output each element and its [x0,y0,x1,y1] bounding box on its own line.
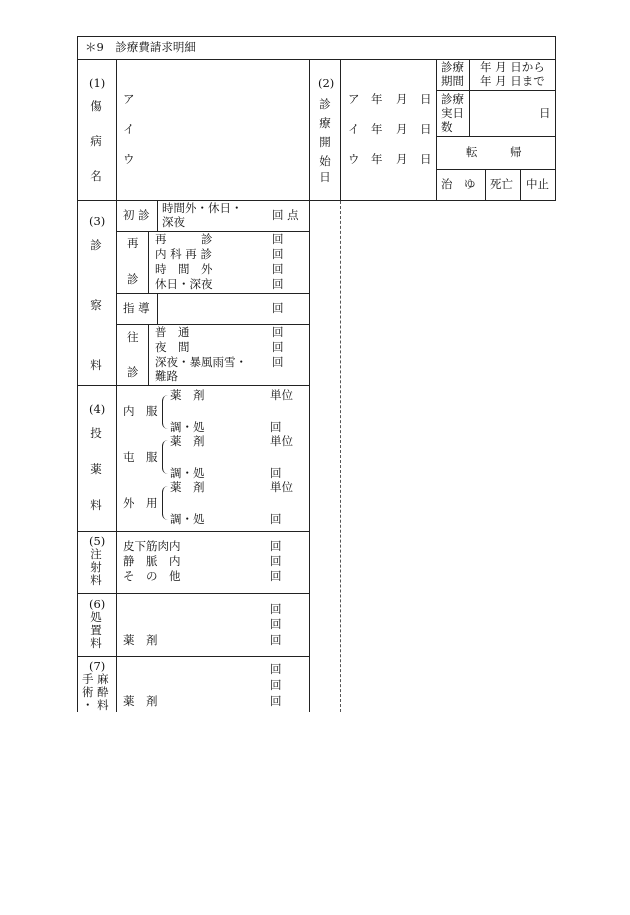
guidance-label: 指 導 [123,301,150,315]
drug-line: 薬 剤 [170,434,205,448]
home-visit-unit: 回 [272,325,284,339]
start-label-char: 診 [319,97,331,111]
guidance-unit: 回 [272,301,284,315]
surgery-unit: 回 [270,662,282,676]
outcome-label: 帰 [510,145,522,159]
first-visit-unit: 回 点 [272,208,299,222]
period-label: 期間 [441,74,464,88]
outcome-stop[interactable]: 中止 [526,177,549,191]
first-visit-detail: 深夜 [162,215,185,229]
inject-unit: 回 [270,539,282,553]
disease-item-u[interactable]: ウ [123,152,135,166]
home-visit-unit: 回 [272,355,284,369]
disease-label-char: 名 [90,169,102,183]
surgery-label: 術 酔 [82,685,109,699]
disease-label-char: 病 [90,134,102,148]
disease-label-no: (1) [89,76,106,90]
treat-label-char: 置 [90,623,102,637]
revisit-unit: 回 [272,277,284,291]
treat-label-no: (6) [89,597,106,611]
brace-icon [162,395,169,429]
drug-unit: 回 [270,420,282,434]
inject-label-char: 料 [90,573,102,587]
surgery-label: ・ 料 [82,698,109,712]
revisit-unit: 回 [272,262,284,276]
treat-unit: 回 [270,602,282,616]
days-label: 数 [441,120,453,134]
treat-label-char: 料 [90,636,102,650]
home-visit-unit: 回 [272,340,284,354]
days-label: 診療 [441,92,464,106]
first-visit-detail: 時間外・休日・ [162,201,243,215]
drug-line: 調・処 [170,420,205,434]
start-label-char: 日 [319,170,331,184]
revisit-unit: 回 [272,232,284,246]
outcome-cured[interactable]: 治 ゆ [441,177,476,191]
drug-unit: 単位 [270,388,293,402]
revisit-label: 診 [127,272,139,286]
revisit-item: 再 診 [155,232,213,246]
revisit-label: 再 [127,236,139,250]
days-label: 実日 [441,106,464,120]
first-visit-label: 初 診 [123,208,150,222]
surgery-label-no: (7) [89,659,106,673]
home-visit-item: 夜 間 [155,340,190,354]
inject-unit: 回 [270,554,282,568]
exam-label-char: 診 [90,238,102,252]
home-visit-item: 難路 [155,369,178,383]
treat-label-char: 処 [90,610,102,624]
start-label-char: 療 [319,116,331,130]
form-title: ＊9 診療費請求明細 [85,40,196,54]
inject-unit: 回 [270,569,282,583]
drug-unit: 回 [270,512,282,526]
drug-label-char: 料 [90,498,102,512]
home-visit-label: 診 [127,365,139,379]
drug-unit: 単位 [270,480,293,494]
period-to[interactable]: 年 月 日まで [480,74,545,88]
drug-group-name: 屯 服 [123,450,158,464]
days-unit: 日 [539,106,551,120]
revisit-item: 休日・深夜 [155,277,213,291]
drug-unit: 回 [270,466,282,480]
inject-item: 皮下筋肉内 [123,539,181,553]
period-from[interactable]: 年 月 日から [480,60,545,74]
inject-item: そ の 他 [123,569,181,583]
treat-unit: 回 [270,633,282,647]
start-label-no: (2) [318,76,335,90]
drug-line: 薬 剤 [170,388,205,402]
drug-line: 薬 剤 [170,480,205,494]
revisit-item: 時 間 外 [155,262,213,276]
outcome-death[interactable]: 死亡 [490,177,513,191]
drug-label-char: 投 [90,426,102,440]
surgery-unit: 回 [270,694,282,708]
surgery-item: 薬 剤 [123,694,158,708]
home-visit-item: 普 通 [155,325,190,339]
exam-label-no: (3) [89,214,106,228]
inject-label-char: 注 [90,547,102,561]
inject-label-no: (5) [89,534,106,548]
disease-item-a[interactable]: ア [123,92,135,106]
drug-line: 調・処 [170,512,205,526]
drug-line: 調・処 [170,466,205,480]
drug-label-char: 薬 [90,462,102,476]
home-visit-label: 往 [127,330,139,344]
surgery-unit: 回 [270,678,282,692]
drug-unit: 単位 [270,434,293,448]
treat-unit: 回 [270,617,282,631]
start-label-char: 始 [319,154,331,168]
exam-label-char: 料 [90,358,102,372]
period-label: 診療 [441,60,464,74]
start-label-char: 開 [319,135,331,149]
drug-group-name: 内 服 [123,404,158,418]
brace-icon [162,440,169,474]
drug-group-name: 外 用 [123,496,158,510]
revisit-item: 内 科 再 診 [155,247,212,261]
drug-label-no: (4) [89,402,106,416]
disease-label-char: 傷 [90,99,102,113]
outcome-label: 転 [466,145,478,159]
disease-item-i[interactable]: イ [123,122,135,136]
treat-item: 薬 剤 [123,633,158,647]
home-visit-item: 深夜・暴風雨雪・ [155,355,247,369]
inject-item: 静 脈 内 [123,554,181,568]
revisit-unit: 回 [272,247,284,261]
surgery-label: 手 麻 [82,672,109,686]
brace-icon [162,486,169,520]
inject-label-char: 射 [90,560,102,574]
exam-label-char: 察 [90,298,102,312]
